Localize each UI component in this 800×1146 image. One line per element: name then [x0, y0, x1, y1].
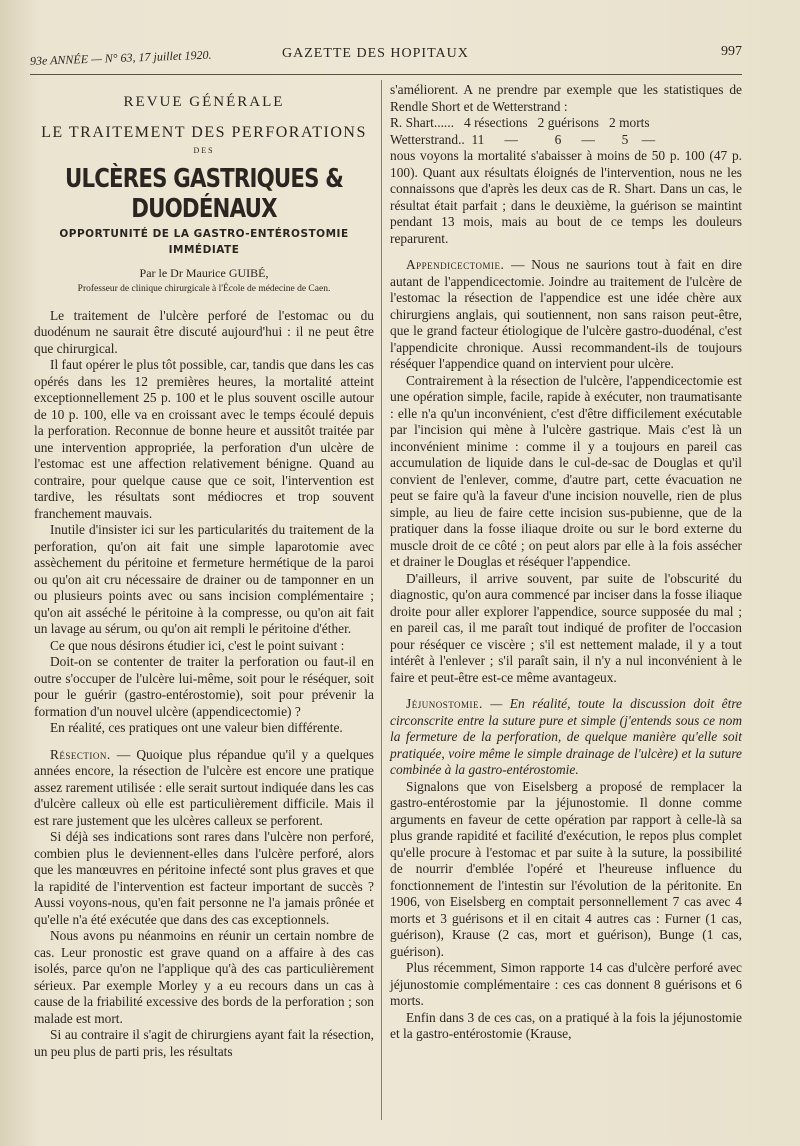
stat-row: Wetterstrand.. 11 — 6 — 5 —: [390, 131, 656, 147]
author-affiliation: Professeur de clinique chirurgicale à l'École de médecine de Caen.: [77, 284, 331, 294]
paragraph: Si déjà ses indications sont rares dans l'ulcère non perforé, combien plus le deviennent-elles dans l'ulcère perforé, alors que les manœuvres en péritoine infecté sont plus graves et que la rapidité de l'intervention est facteur important de succès ? Aussi voyons-nous, qu'en fait personne ne l'a jamais prônée et qu'elle n'a été exécutée que dans des cas exceptionnels.: [34, 829, 374, 927]
paragraph: D'ailleurs, il arrive souvent, par suite de l'obscurité du diagnostic, qu'on aura commencé par inciser dans la fosse iliaque droite pour aller explorer l'appendice, source supposée du mal ; en pareil cas, il me paraît tout indiqué de profiter de l'occasion pour réséquer ce viscère ; s'il est nettement malade, il y a tout intérêt à l'enlever ; s'il paraît sain, il n'y a nul inconvénient à le faire et peut-être est-ce même avantageux.: [390, 570, 742, 685]
stat-row: R. Shart...... 4 résections 2 guérisons 2 morts: [390, 115, 650, 130]
column-separator: [381, 80, 382, 1120]
paragraph: Si au contraire il s'agit de chirurgiens ayant fait la résection, un peu plus de parti pris, les résultats: [34, 1027, 374, 1059]
paragraph: nous voyons la mortalité s'abaisser à moins de 50 p. 100 (47 p. 100). Quant aux résultats éloignés de l'intervention, nous ne les connaissons que d'après les deux cas de R. Shart. Dans un cas, le résultat était parfait ; dans le deuxième, la guérison se maintint pendant 13 mois, mais au bout de ce temps les douleurs reparurent.: [390, 148, 742, 246]
paragraph: Ce que nous désirons étudier ici, c'est le point suivant :: [50, 637, 345, 653]
paragraph: En réalité, ces pratiques ont une valeur bien différente.: [50, 720, 343, 735]
appendicectomie-heading: Appendicectomie.: [406, 257, 505, 272]
author-line: Par le Dr Maurice GUIBÉ,: [139, 265, 269, 280]
paragraph: Signalons que von Eiselsberg a proposé de remplacer la gastro-entérostomie par la jéjunostomie. Il donne comme arguments en faveur de cette opération par rapport à celle-là sa plus grande rapidité et facilité d'exécution, le repos plus complet qu'elle procure à l'estomac et par suite à la suture, la possibilité de nourrir d'emblée l'opéré et l'heureuse influence du fonctionnement de l'intestin sur l'évolution de la péritonite. En 1906, von Eiselsberg en comptait personnellement 7 cas avec 4 morts et 3 guérisons et il en citait 4 autres cas : Furner (1 cas, guérison), Krause (2 cas, mort et guérison), Bunge (1 cas, guérison).: [390, 778, 742, 959]
paragraph: Contrairement à la résection de l'ulcère, l'appendicectomie est une opération simple, facile, rapide à exécuter, non traumatisante : elle n'a qu'un inconvénient, c'est d'être difficilement exécutable par l'incision qui mène à l'ulcère gastrique. Mais c'est là un inconvénient minime : comme il y a toujours en pareil cas accumulation de liquide dans le cul-de-sac de Douglas et qu'il convient de l'enlever, comme, d'autre part, cette évacuation ne peut se faire qu'à la faveur d'une incision nouvelle, rien de plus simple, au lieu de faire cette incision sus-pubienne, que de la pratiquer dans la fosse iliaque droite ou sur le bord externe du muscle droit de ce côté ; on peut alors par elle à la fois assécher et drainer le Douglas et réséquer l'appendice.: [390, 372, 742, 569]
section-title: REVUE GÉNÉRALE: [123, 94, 285, 110]
jejunostomie-heading: Jéjunostomie.: [406, 696, 483, 711]
journal-title: GAZETTE DES HOPITAUX: [282, 46, 469, 61]
paragraph: Enfin dans 3 de ces cas, on a pratiqué à la fois la jéjunostomie et la gastro-entérostomie (Krause,: [390, 1009, 742, 1041]
page-header: [30, 40, 742, 70]
paragraph: Il faut opérer le plus tôt possible, car, tandis que dans les cas opérés dans les 12 premières heures, la mortalité atteint exceptionnellement 25 p. 100 et le plus souvent oscille autour de 10 p. 100, elle va en croissant avec le temps écoulé depuis la perforation. Reconnue de bonne heure et aussitôt traitée par une intervention appropriée, la perforation d'un ulcère de l'estomac est une affection relativement bénigne. Quand au contraire, pour quelque cause que ce soit, l'intervention est tardive, les résultats sont médiocres et trop souvent franchement mauvais.: [34, 357, 374, 521]
article-main-title: ULCÈRES GASTRIQUES & DUODÉNAUX: [64, 163, 344, 224]
article-title-line1: LE TRAITEMENT DES PERFORATIONS: [41, 123, 367, 141]
header-rule: [30, 74, 742, 75]
resection-heading: Résection.: [50, 746, 111, 762]
jejunostomie-paragraph: Jéjunostomie. — En réalité, toute la discussion doit être circonscrite entre la suture pure et simple (j'entends sous ce nom la fermeture de la perforation, de quelque manière qu'elle soit pratiquée, voire même le simple drainage de l'ulcère) et la suture combinée à la gastro-entérostomie.: [390, 696, 742, 777]
appendicectomie-paragraph: Appendicectomie. — Nous ne saurions tout à fait en dire autant de l'appendicectomie. Joindre au traitement de l'ulcère de l'estomac la résection de l'appendice est une idée chère aux chirurgiens anglais, qui soutiennent, non sans raison peut-être, que le grand facteur étiologique de l'ulcère gastro-duodénal, c'est l'appendicite chronique. Aussi recommandent-ils de toujours réséquer l'appendice quand on intervient pour ulcère.: [390, 257, 742, 371]
right-column: [390, 82, 742, 1043]
paragraph: Le traitement de l'ulcère perforé de l'estomac ou du duodénum ne saurait être discuté aujourd'hui : il ne peut être que chirurgical.: [34, 307, 374, 356]
left-column: [34, 88, 374, 1060]
issue-line: 93e ANNÉE — N° 63, 17 juillet 1920.: [29, 47, 212, 68]
article-subtitle: OPPORTUNITÉ DE LA GASTRO-ENTÉROSTOMIE IMMÉDIATE: [59, 227, 349, 256]
article-title-des: DES: [193, 146, 215, 155]
paragraph: s'améliorent. A ne prendre par exemple que les statistiques de Rendle Short et de Wetterstrand :: [390, 82, 742, 114]
paragraph: Plus récemment, Simon rapporte 14 cas d'ulcère perforé avec jéjunostomie complémentaire : ces cas donnent 8 guérisons et 6 morts.: [390, 960, 742, 1008]
paragraph: Inutile d'insister ici sur les particularités du traitement de la perforation, qu'on ait fait une simple laparotomie avec assèchement du péritoine et fermeture hermétique de la paroi ou qu'on ait cru nécessaire de drainer ou de tamponner en un ou plusieurs points avec ou sans incision complémentaire ; qu'on ait asséché le péritoine à la compresse, ou qu'on ait fait un lavage au sérum, ou qu'on ait rempli le péritoine d'éther.: [34, 522, 374, 636]
paragraph: Nous avons pu néanmoins en réunir un certain nombre de cas. Leur pronostic est grave quand on a affaire à des cas isolés, parce qu'on ne l'applique qu'à des cas particulièrement sérieux. Par exemple Morley y a eu recours dans un cas à cause de la friabilité excessive des bords de la perforation ; son malade est mort.: [34, 928, 374, 1026]
paragraph: Doit-on se contenter de traiter la perforation ou faut-il en outre s'occuper de l'ulcère lui-même, soit pour le réséquer, soit pour le guérir (gastro-entérostomie), soit pour prévenir la formation d'un nouvel ulcère (appendicectomie) ?: [34, 654, 374, 719]
page-number: 997: [721, 44, 742, 59]
resection-paragraph: Résection. — Quoique plus répandue qu'il y a quelques années encore, la résection de l'ulcère est encore une pratique assez rarement utilisée : elle serait surtout indiquée dans les cas d'ulcère calleux où elle est particulièrement difficile. Mais il est rare justement que les ulcères calleux se perforent.: [34, 746, 374, 828]
